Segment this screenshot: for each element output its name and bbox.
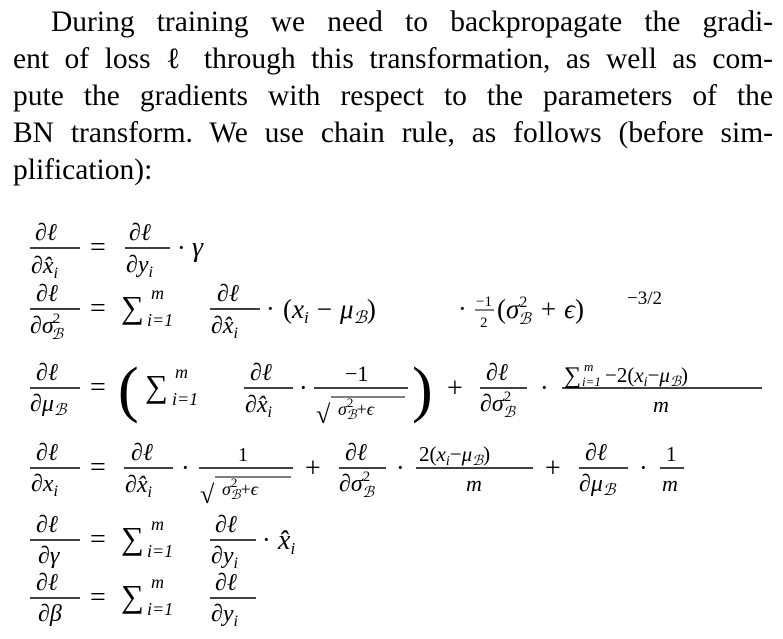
eq4-frac4-num: 2(xi−μℬ) <box>419 442 491 469</box>
eq3-frac4-sum-lower: i=1 <box>582 374 601 389</box>
eq5-cdot: · <box>262 525 271 554</box>
eq3-frac1-num: ∂ℓ <box>250 360 272 386</box>
eq4-frac6-num: 1 <box>666 442 677 466</box>
eq6-sum: ∑ <box>121 578 144 614</box>
eq1-cdot: · <box>177 233 186 262</box>
eq3-sum-lower: i=1 <box>172 389 199 409</box>
eq4-frac-dl-dmu <box>579 440 628 499</box>
eq5-sum: ∑ <box>121 520 144 556</box>
eq3-frac-sum-over-m <box>562 359 762 417</box>
eq4-lhs-num: ∂ℓ <box>36 440 58 466</box>
eq2-sum-upper: m <box>151 283 164 303</box>
eq1-equals: = <box>90 232 106 263</box>
paragraph-line-2: ent of loss ℓ through this transformation, as well as com- <box>13 43 773 75</box>
eq5-lhs-num: ∂ℓ <box>36 512 58 538</box>
paragraph-line-3: pute the gradients with respect to the parameters of the <box>13 80 773 112</box>
eq1-lhs-fraction <box>30 220 80 282</box>
eq5-lhs-den: ∂γ <box>38 543 60 569</box>
eq6-frac-dl-dy <box>210 570 256 630</box>
eq6-lhs-den: ∂β <box>38 601 62 627</box>
eq4-lhs-fraction <box>30 440 80 500</box>
eq3-cdot-1: · <box>299 373 308 402</box>
eq2-lhs-fraction <box>30 281 80 343</box>
eq3-frac3-den: $\partial\sigma^2$ ℬ <box>480 389 515 421</box>
eq3-big-lparen: ( <box>118 356 139 424</box>
eq4-frac-two-x-minus-mu-over-m <box>416 442 533 496</box>
eq5-sum-upper: m <box>151 514 164 534</box>
eq5-lhs-fraction <box>30 512 80 569</box>
eq1-rhs-den: $\partial y_i$ <box>126 252 153 281</box>
eq6-lhs-fraction <box>30 570 80 627</box>
eq1-lhs-num: ∂ℓ <box>35 220 57 246</box>
eq3-sum-upper: m <box>175 362 188 382</box>
eq3-frac-dl-dvar <box>480 360 527 421</box>
eq4-plus-2: + <box>545 453 561 484</box>
eq2-frac-neg-half <box>475 294 494 331</box>
eq3-sqrt-content: $\sigma^2$ ℬ+ϵ <box>338 395 375 422</box>
paragraph-line-5: plification): <box>13 154 153 186</box>
eq4-frac3-den: $\partial\sigma^2$ ℬ <box>339 469 374 501</box>
eq5-frac-dl-dy <box>210 512 256 572</box>
equation-4 <box>30 440 684 509</box>
equation-5 <box>30 512 295 572</box>
eq4-frac1-num: ∂ℓ <box>131 440 153 466</box>
eq4-frac-one-over-m <box>660 442 684 496</box>
eq3-lhs-num: ∂ℓ <box>36 360 58 386</box>
eq4-frac-dl-dxhat <box>124 440 173 501</box>
eq4-lhs-den: $\partial x_i$ <box>31 471 58 500</box>
eq6-sum-lower: i=1 <box>147 599 174 619</box>
eq3-frac4-den: m <box>653 392 669 417</box>
eq2-frac-den: $\partial x̂_i$ <box>211 313 238 342</box>
eq2-term-var-eps: ($\sigma^2$ ℬ + ϵ) <box>497 294 585 328</box>
eq4-frac6-den: m <box>662 471 678 496</box>
eq2-lhs-num: ∂ℓ <box>36 281 58 307</box>
eq3-frac2-num: −1 <box>345 361 369 386</box>
equation-1 <box>30 220 204 282</box>
eq2-equals: = <box>90 293 106 324</box>
eq2-neg-half-num: −1 <box>476 294 492 310</box>
eq6-frac-den: $\partial y_i$ <box>211 601 238 630</box>
eq2-cdot-1: · <box>266 294 275 323</box>
eq3-frac-dl-dxhat <box>244 360 293 421</box>
eq2-lhs-den: ∂σ2 ℬ <box>30 311 63 343</box>
equation-6 <box>30 570 256 630</box>
eq4-frac2-num: 1 <box>238 444 248 466</box>
eq2-sum: ∑ <box>121 289 144 325</box>
eq3-plus: + <box>447 373 463 404</box>
eq3-frac-neg-one-over-sqrt <box>314 361 408 429</box>
eq5-sum-lower: i=1 <box>147 541 174 561</box>
eq3-frac4-sum-upper: m <box>584 359 594 374</box>
eq3-lhs-den: ∂μℬ <box>30 391 67 419</box>
eq5-frac-den: $\partial y_i$ <box>211 543 238 572</box>
eq6-frac-num: ∂ℓ <box>215 570 237 596</box>
eq3-sqrt: √ <box>316 400 331 429</box>
eq2-frac-num: ∂ℓ <box>217 281 239 307</box>
eq2-neg-half-den: 2 <box>480 315 488 331</box>
eq4-frac-one-over-sqrt <box>199 444 293 509</box>
eq3-sum: ∑ <box>145 368 168 404</box>
eq3-cdot-2: · <box>540 373 549 402</box>
eq5-equals: = <box>90 524 106 555</box>
eq4-equals: = <box>90 452 106 483</box>
eq1-lhs-den: $\partial x̂_i$ <box>31 253 58 282</box>
eq4-cdot-3: · <box>639 453 648 482</box>
eq6-lhs-num: ∂ℓ <box>36 570 58 596</box>
eq2-term-x-minus-mu: (xi − μℬ) <box>283 294 376 327</box>
equation-3 <box>30 356 762 429</box>
eq4-sqrt: √ <box>200 480 215 509</box>
eq4-frac5-num: ∂ℓ <box>585 440 607 466</box>
eq1-gamma: γ <box>192 232 204 263</box>
eq2-frac-dl-dxhat <box>210 281 260 342</box>
eq3-frac4-term: −2(xi−μℬ) <box>605 363 688 390</box>
eq4-frac4-den: m <box>466 471 482 496</box>
eq6-sum-upper: m <box>151 572 164 592</box>
eq4-frac3-num: ∂ℓ <box>345 440 367 466</box>
eq5-xhat: x̂i <box>278 525 296 558</box>
eq3-equals: = <box>90 372 106 403</box>
eq4-cdot-2: · <box>396 453 405 482</box>
equation-2 <box>30 281 662 343</box>
paragraph-line-4: BN transform. We use chain rule, as follows (before sim- <box>13 117 773 149</box>
paragraph-line-1: During training we need to backpropagate the gradi- <box>51 6 773 38</box>
eq4-plus-1: + <box>305 453 321 484</box>
eq2-sum-lower: i=1 <box>147 310 174 330</box>
eq5-frac-num: ∂ℓ <box>215 512 237 538</box>
eq3-frac1-den: $\partial x̂_i$ <box>245 392 272 421</box>
eq4-sqrt-content: $\sigma^2$ ℬ+ϵ <box>222 475 259 502</box>
eq1-rhs-fraction <box>125 220 170 281</box>
eq3-frac3-num: ∂ℓ <box>486 360 508 386</box>
eq3-big-rparen: ) <box>412 356 433 424</box>
eq3-lhs-fraction <box>30 360 80 419</box>
eq6-equals: = <box>90 582 106 613</box>
eq4-frac1-den: $\partial x̂_i$ <box>125 472 152 501</box>
eq1-rhs-num: ∂ℓ <box>129 220 151 246</box>
eq4-frac5-den: ∂μℬ <box>579 471 616 499</box>
eq3-frac4-sum: ∑ <box>564 363 582 389</box>
eq4-cdot-1: · <box>181 453 190 482</box>
eq2-cdot-2: · <box>458 294 467 323</box>
eq2-exponent: −3/2 <box>627 288 662 309</box>
eq4-frac-dl-dvar <box>339 440 386 501</box>
